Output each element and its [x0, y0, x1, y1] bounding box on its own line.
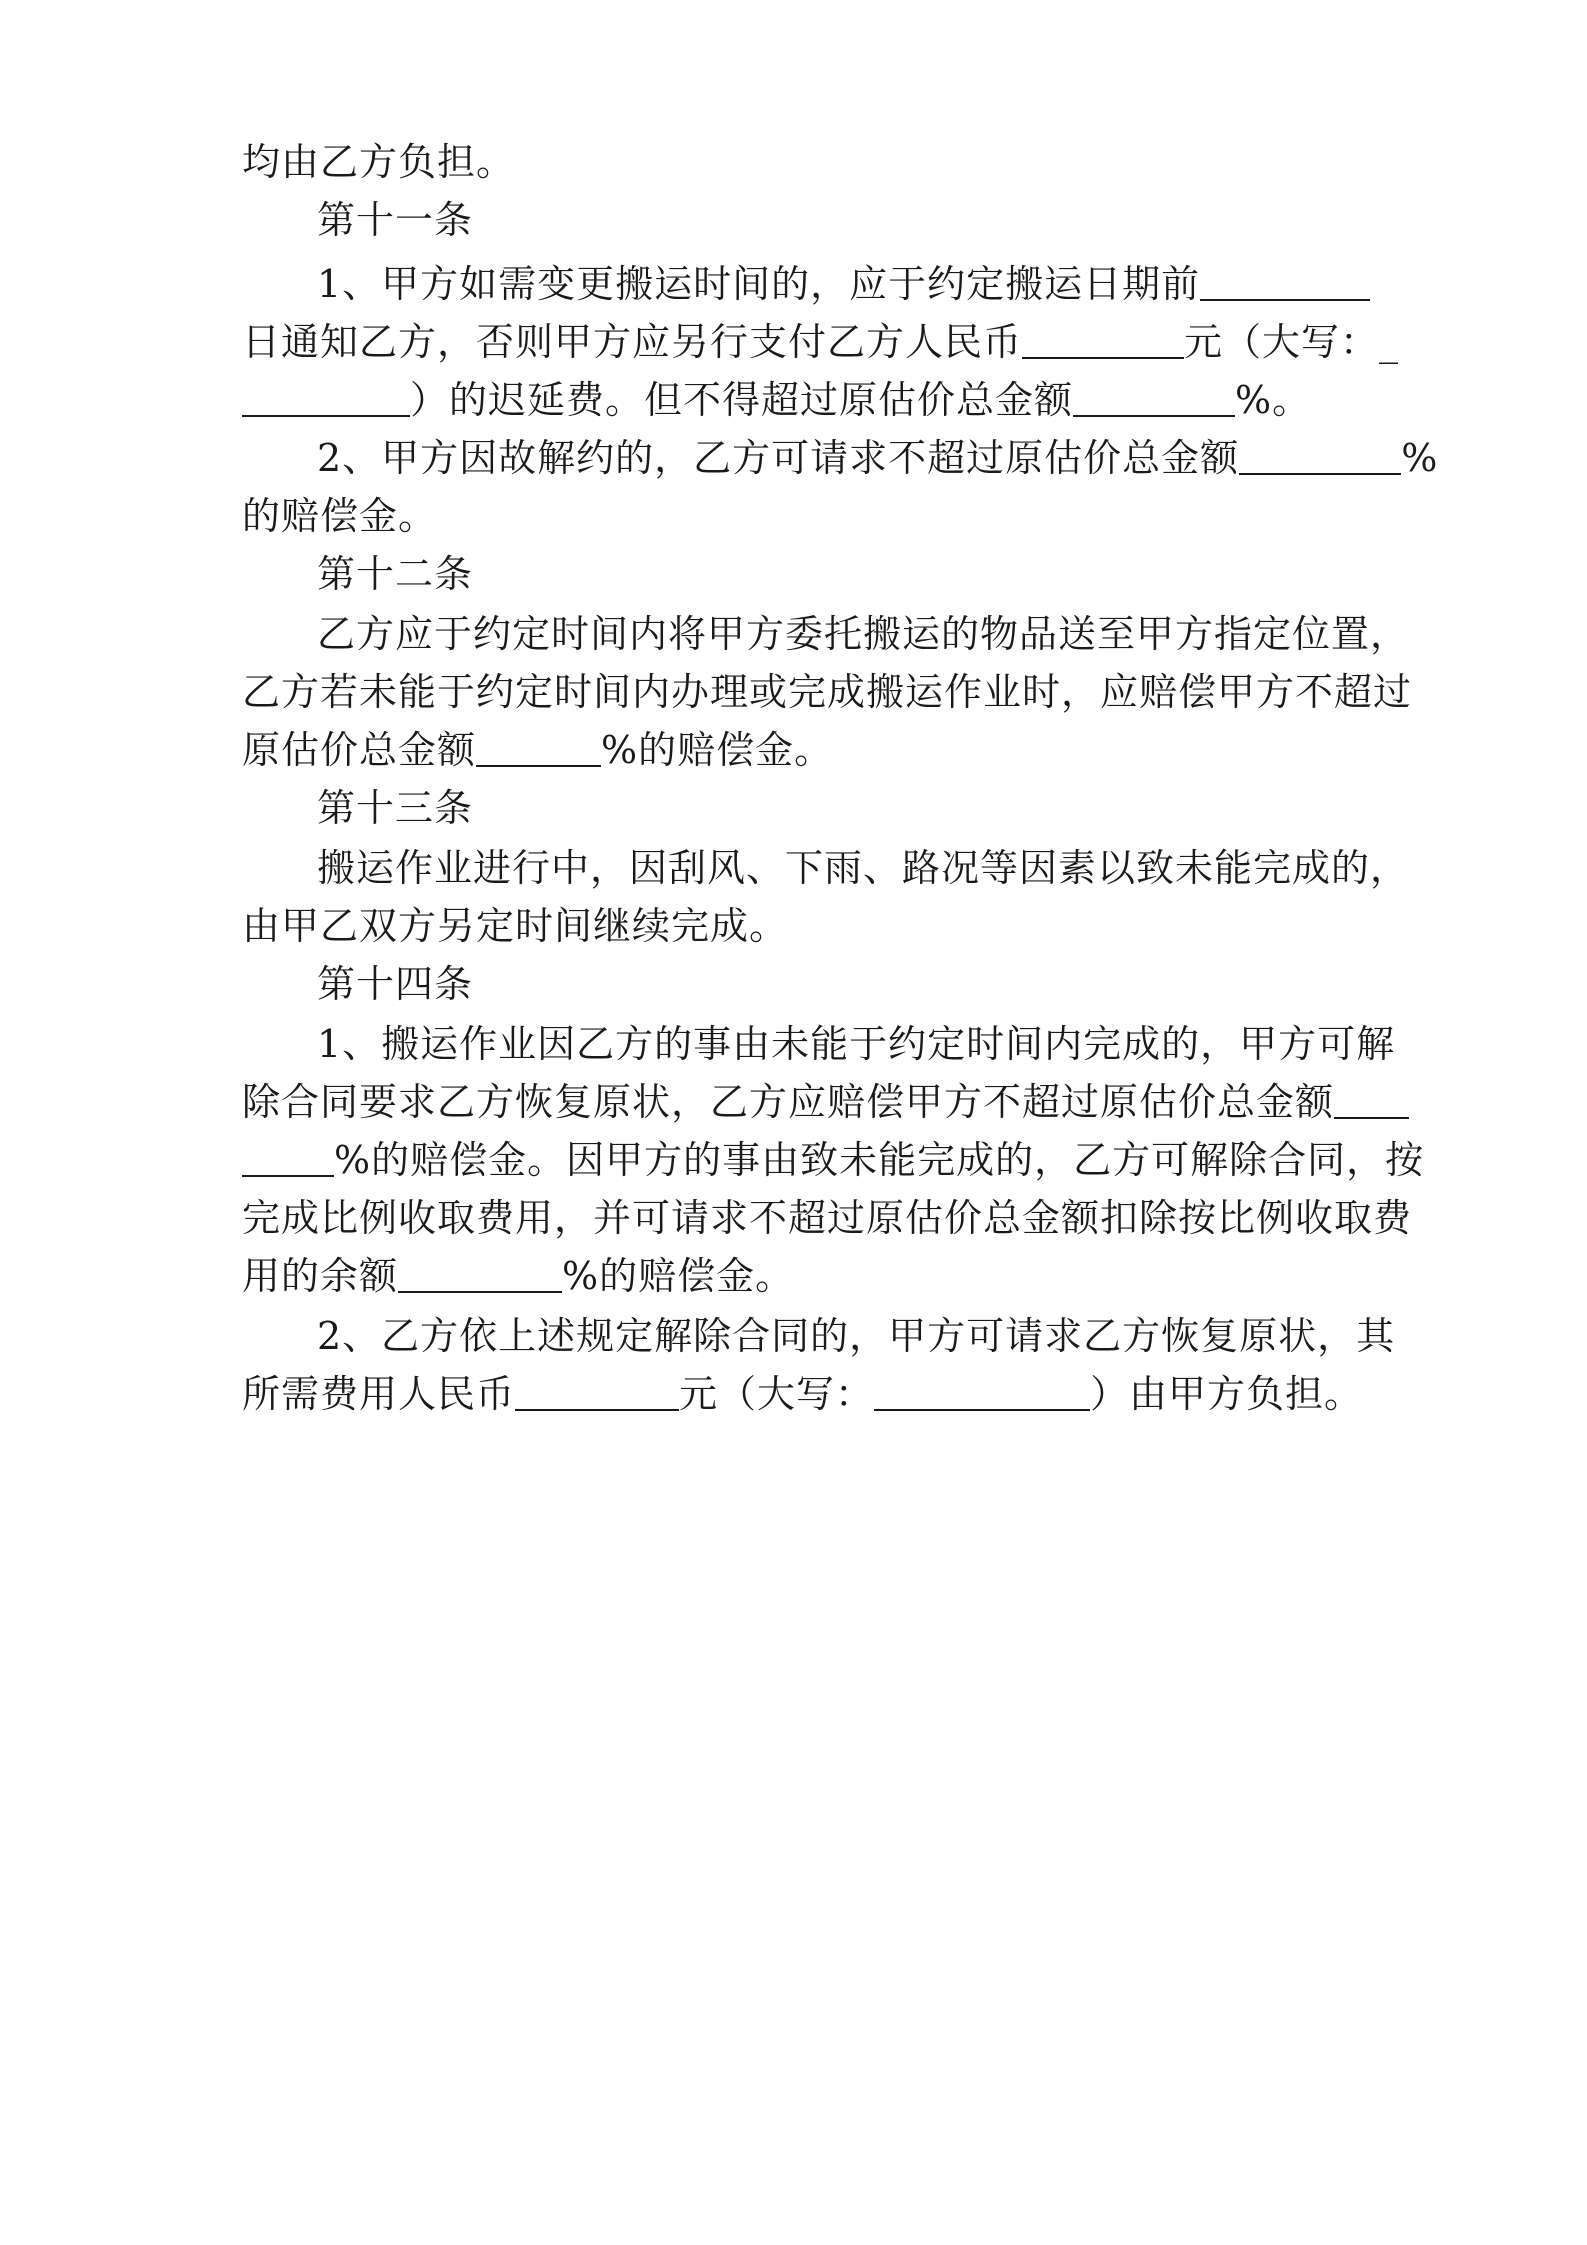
article-heading-14 [317, 954, 473, 1014]
line-text: 元（大写：_ [1184, 320, 1400, 364]
fill-blank [874, 1371, 1090, 1411]
line-text: ）由甲方负担。 [1090, 1372, 1364, 1416]
fill-blank [1334, 1079, 1409, 1119]
line-text: 除合同要求乙方恢复原状，乙方应赔偿甲方不超过原估价总金额 [242, 1080, 1335, 1124]
line-text: %的赔偿金。 [562, 1254, 795, 1298]
article-title: 第十四条 [317, 962, 474, 1006]
article-heading-12 [317, 544, 473, 604]
paragraph-line [242, 1130, 1424, 1190]
line-text: 乙方应于约定时间内将甲方委托搬运的物品送至甲方指定位置， [317, 612, 1410, 656]
line-text: 日通知乙方，否则甲方应另行支付乙方人民币 [242, 320, 1023, 364]
paragraph-line [317, 604, 1409, 664]
fill-blank [476, 727, 601, 767]
line-text: 原估价总金额 [242, 728, 477, 772]
paragraph-line [317, 1306, 1395, 1366]
fill-blank [1073, 377, 1235, 417]
article-title: 第十二条 [317, 552, 474, 596]
paragraph-line [242, 486, 437, 546]
line-text: 用的余额 [242, 1254, 399, 1298]
line-text: ）的迟延费。但不得超过原估价总金额 [410, 378, 1074, 422]
line-text: 完成比例收取费用，并可请求不超过原估价总金额扣除按比例收取费 [242, 1196, 1413, 1240]
line-text: 2、甲方因故解约的，乙方可请求不超过原估价总金额 [317, 436, 1240, 480]
line-text: %的赔偿金。因甲方的事由致未能完成的，乙方可解除合同，按 [334, 1138, 1425, 1182]
line-text: % [1401, 436, 1439, 480]
article-title: 第十一条 [317, 198, 474, 242]
paragraph-line [242, 132, 515, 192]
paragraph-line [317, 254, 1370, 314]
line-text: 1、甲方如需变更搬运时间的，应于约定搬运日期前 [317, 262, 1201, 306]
fill-blank [398, 1253, 562, 1293]
fill-blank [242, 377, 410, 417]
paragraph-line [242, 1246, 794, 1306]
line-text: 由甲乙双方另定时间继续完成。 [242, 904, 789, 948]
article-heading-11 [317, 190, 473, 250]
paragraph-line [242, 312, 1399, 372]
paragraph-line [317, 428, 1438, 488]
line-text: 元（大写： [679, 1372, 875, 1416]
line-text: %的赔偿金。 [601, 728, 834, 772]
fill-blank [242, 1137, 334, 1177]
line-text: 2、乙方依上述规定解除合同的，甲方可请求乙方恢复原状，其 [317, 1314, 1396, 1358]
fill-blank [515, 1371, 679, 1411]
line-text: 的赔偿金。 [242, 494, 438, 538]
paragraph-line [242, 896, 788, 956]
paragraph-line [242, 1188, 1412, 1248]
paragraph-line [317, 838, 1409, 898]
line-text: 乙方若未能于约定时间内办理或完成搬运作业时，应赔偿甲方不超过 [242, 670, 1413, 714]
line-text: %。 [1235, 378, 1312, 422]
fill-blank [1022, 319, 1184, 359]
line-text: 搬运作业进行中，因刮风、下雨、路况等因素以致未能完成的， [317, 846, 1410, 890]
line-text: 1、搬运作业因乙方的事由未能于约定时间内完成的，甲方可解 [317, 1022, 1396, 1066]
fill-blank [1239, 435, 1401, 475]
fill-blank [1200, 261, 1370, 301]
article-title: 第十三条 [317, 786, 474, 830]
paragraph-line [242, 720, 833, 780]
line-text: 均由乙方负担。 [242, 140, 516, 184]
line-text: 所需费用人民币 [242, 1372, 516, 1416]
paragraph-line [242, 370, 1311, 430]
paragraph-line [242, 1364, 1363, 1424]
paragraph-line [317, 1014, 1395, 1074]
paragraph-line [242, 1072, 1409, 1132]
paragraph-line [242, 662, 1412, 722]
article-heading-13 [317, 778, 473, 838]
